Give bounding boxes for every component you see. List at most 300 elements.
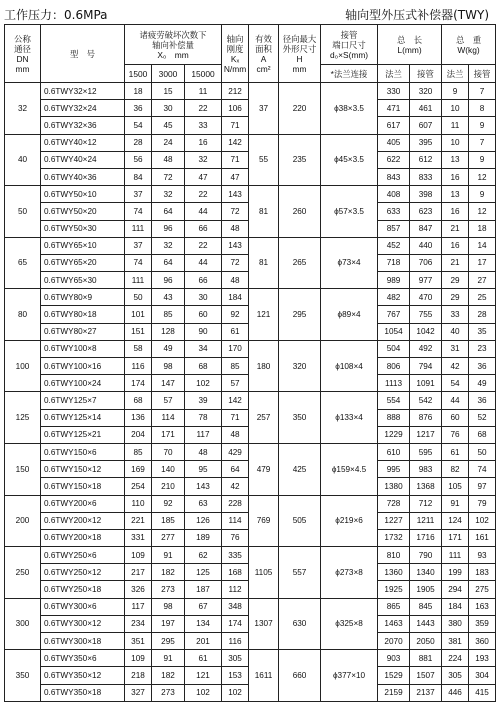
- cell-x-1500: 111: [125, 272, 152, 289]
- cell-x-15000: 16: [185, 134, 222, 151]
- col-model: [41, 25, 125, 83]
- table-row: [5, 547, 496, 564]
- cell-x-15000: 60: [185, 306, 222, 323]
- cell-x-3000: 273: [152, 581, 185, 598]
- cell-x-15000: 90: [185, 323, 222, 340]
- cell-length-flange: 903: [378, 650, 410, 667]
- cell-model: 0.6TWY100×16: [41, 358, 125, 375]
- cell-length-flange: 1227: [378, 512, 410, 529]
- cell-weight-flange: 224: [442, 650, 469, 667]
- cell-weight-pipe: 9: [469, 186, 496, 203]
- cell-length-flange: 622: [378, 151, 410, 168]
- cell-x-1500: 254: [125, 478, 152, 495]
- cell-length-pipe: 595: [410, 443, 442, 460]
- cell-length-flange: 1463: [378, 615, 410, 632]
- cell-x-15000: 30: [185, 289, 222, 306]
- cell-model: 0.6TWY350×18: [41, 684, 125, 701]
- cell-x-15000: 78: [185, 409, 222, 426]
- cell-outer: 235: [279, 134, 321, 186]
- cell-area: 257: [249, 392, 279, 444]
- col-fatigue-3000: 3000: [152, 65, 185, 83]
- col-fatigue-label: 诸疲劳破坏次数下 轴向补偿量 X₀ mm: [139, 29, 207, 60]
- cell-length-pipe: 1340: [410, 564, 442, 581]
- cell-weight-flange: 16: [442, 203, 469, 220]
- cell-outer: 260: [279, 186, 321, 238]
- cell-model: 0.6TWY40×36: [41, 168, 125, 185]
- cell-x-1500: 136: [125, 409, 152, 426]
- cell-x-1500: 351: [125, 633, 152, 650]
- cell-length-pipe: 790: [410, 547, 442, 564]
- cell-length-pipe: 2137: [410, 684, 442, 701]
- cell-stiffness: 61: [222, 323, 249, 340]
- cell-length-flange: 330: [378, 83, 410, 100]
- cell-x-3000: 147: [152, 375, 185, 392]
- cell-model: 0.6TWY200×18: [41, 529, 125, 546]
- cell-x-1500: 84: [125, 168, 152, 185]
- cell-outer: 265: [279, 237, 321, 289]
- cell-x-15000: 189: [185, 529, 222, 546]
- cell-dn: 65: [5, 237, 41, 289]
- cell-x-1500: 37: [125, 186, 152, 203]
- cell-pipe: ϕ325×8: [321, 598, 378, 650]
- cell-length-pipe: 1716: [410, 529, 442, 546]
- cell-weight-pipe: 97: [469, 478, 496, 495]
- cell-x-15000: 121: [185, 667, 222, 684]
- col-dn-label: 公称 通径 DN mm: [14, 33, 31, 74]
- cell-x-15000: 11: [185, 83, 222, 100]
- cell-x-15000: 187: [185, 581, 222, 598]
- col-fatigue: [125, 25, 222, 65]
- cell-length-flange: 1380: [378, 478, 410, 495]
- cell-model: 0.6TWY125×14: [41, 409, 125, 426]
- cell-model: 0.6TWY32×12: [41, 83, 125, 100]
- cell-weight-pipe: 9: [469, 117, 496, 134]
- cell-weight-flange: 44: [442, 392, 469, 409]
- cell-x-1500: 221: [125, 512, 152, 529]
- cell-length-pipe: 440: [410, 237, 442, 254]
- cell-x-15000: 134: [185, 615, 222, 632]
- cell-area: 81: [249, 186, 279, 238]
- cell-x-3000: 182: [152, 564, 185, 581]
- cell-x-1500: 50: [125, 289, 152, 306]
- cell-dn: 80: [5, 289, 41, 341]
- cell-weight-pipe: 163: [469, 598, 496, 615]
- cell-x-1500: 36: [125, 100, 152, 117]
- cell-x-15000: 125: [185, 564, 222, 581]
- cell-x-1500: 326: [125, 581, 152, 598]
- cell-x-1500: 331: [125, 529, 152, 546]
- cell-x-1500: 58: [125, 340, 152, 357]
- cell-outer: 425: [279, 443, 321, 495]
- cell-length-flange: 452: [378, 237, 410, 254]
- cell-model: 0.6TWY65×10: [41, 237, 125, 254]
- cell-length-pipe: 1443: [410, 615, 442, 632]
- cell-x-1500: 151: [125, 323, 152, 340]
- cell-stiffness: 48: [222, 272, 249, 289]
- table-row: [5, 598, 496, 615]
- cell-pipe: ϕ159×4.5: [321, 443, 378, 495]
- cell-area: 769: [249, 495, 279, 547]
- cell-weight-flange: 82: [442, 461, 469, 478]
- cell-weight-flange: 29: [442, 289, 469, 306]
- col-fatigue-1500: 1500: [125, 65, 152, 83]
- cell-x-15000: 117: [185, 426, 222, 443]
- cell-pipe: ϕ219×6: [321, 495, 378, 547]
- cell-x-15000: 44: [185, 254, 222, 271]
- spec-table: [4, 24, 496, 702]
- cell-pipe: ϕ273×8: [321, 547, 378, 599]
- col-length-flange: 法兰: [378, 65, 410, 83]
- cell-area: 1105: [249, 547, 279, 599]
- cell-x-3000: 64: [152, 203, 185, 220]
- cell-length-flange: 408: [378, 186, 410, 203]
- cell-length-flange: 843: [378, 168, 410, 185]
- cell-length-flange: 728: [378, 495, 410, 512]
- col-length-label: 总 长 L(mm): [396, 34, 423, 55]
- cell-x-15000: 44: [185, 203, 222, 220]
- cell-length-pipe: 881: [410, 650, 442, 667]
- cell-model: 0.6TWY100×8: [41, 340, 125, 357]
- cell-area: 81: [249, 237, 279, 289]
- cell-weight-pipe: 359: [469, 615, 496, 632]
- cell-x-3000: 72: [152, 168, 185, 185]
- cell-x-15000: 66: [185, 272, 222, 289]
- cell-stiffness: 335: [222, 547, 249, 564]
- cell-x-3000: 128: [152, 323, 185, 340]
- cell-x-1500: 109: [125, 547, 152, 564]
- cell-area: 37: [249, 83, 279, 135]
- cell-weight-pipe: 12: [469, 203, 496, 220]
- cell-outer: 350: [279, 392, 321, 444]
- cell-weight-flange: 184: [442, 598, 469, 615]
- cell-x-3000: 295: [152, 633, 185, 650]
- cell-outer: 557: [279, 547, 321, 599]
- cell-weight-pipe: 193: [469, 650, 496, 667]
- cell-model: 0.6TWY300×18: [41, 633, 125, 650]
- cell-length-pipe: 847: [410, 220, 442, 237]
- cell-stiffness: 170: [222, 340, 249, 357]
- cell-x-15000: 34: [185, 340, 222, 357]
- table-row: [5, 495, 496, 512]
- cell-length-flange: 767: [378, 306, 410, 323]
- cell-x-15000: 126: [185, 512, 222, 529]
- cell-length-pipe: 612: [410, 151, 442, 168]
- cell-outer: 295: [279, 289, 321, 341]
- cell-x-15000: 66: [185, 220, 222, 237]
- col-weight-flange: 法兰: [442, 65, 469, 83]
- cell-length-flange: 995: [378, 461, 410, 478]
- cell-weight-pipe: 23: [469, 340, 496, 357]
- cell-dn: 350: [5, 650, 41, 702]
- cell-weight-pipe: 17: [469, 254, 496, 271]
- cell-weight-flange: 31: [442, 340, 469, 357]
- cell-x-3000: 49: [152, 340, 185, 357]
- cell-x-15000: 32: [185, 151, 222, 168]
- cell-dn: 32: [5, 83, 41, 135]
- cell-x-15000: 61: [185, 650, 222, 667]
- cell-length-flange: 718: [378, 254, 410, 271]
- cell-outer: 320: [279, 340, 321, 392]
- cell-model: 0.6TWY150×6: [41, 443, 125, 460]
- cell-stiffness: 305: [222, 650, 249, 667]
- cell-length-pipe: 1091: [410, 375, 442, 392]
- cell-length-flange: 806: [378, 358, 410, 375]
- cell-length-flange: 1360: [378, 564, 410, 581]
- cell-x-3000: 197: [152, 615, 185, 632]
- cell-stiffness: 71: [222, 117, 249, 134]
- col-outer-label: 径向最大 外形尺寸 H mm: [282, 33, 317, 74]
- table-body: [5, 83, 496, 702]
- cell-length-pipe: 983: [410, 461, 442, 478]
- cell-x-1500: 174: [125, 375, 152, 392]
- cell-length-flange: 504: [378, 340, 410, 357]
- cell-weight-pipe: 7: [469, 83, 496, 100]
- table-row: [5, 134, 496, 151]
- cell-x-3000: 32: [152, 186, 185, 203]
- cell-model: 0.6TWY40×12: [41, 134, 125, 151]
- cell-model: 0.6TWY65×20: [41, 254, 125, 271]
- cell-x-1500: 56: [125, 151, 152, 168]
- cell-model: 0.6TWY100×24: [41, 375, 125, 392]
- cell-x-15000: 47: [185, 168, 222, 185]
- cell-weight-flange: 124: [442, 512, 469, 529]
- cell-x-3000: 91: [152, 650, 185, 667]
- cell-x-1500: 217: [125, 564, 152, 581]
- cell-stiffness: 429: [222, 443, 249, 460]
- cell-weight-pipe: 8: [469, 100, 496, 117]
- sheet-header: [4, 4, 493, 24]
- cell-weight-flange: 16: [442, 237, 469, 254]
- cell-stiffness: 48: [222, 220, 249, 237]
- cell-length-pipe: 607: [410, 117, 442, 134]
- cell-length-flange: 888: [378, 409, 410, 426]
- cell-stiffness: 184: [222, 289, 249, 306]
- cell-stiffness: 114: [222, 512, 249, 529]
- cell-length-flange: 1229: [378, 426, 410, 443]
- cell-length-pipe: 623: [410, 203, 442, 220]
- cell-length-pipe: 542: [410, 392, 442, 409]
- working-pressure-label: 工作压力：0.6MPa: [4, 7, 108, 22]
- cell-length-pipe: 1905: [410, 581, 442, 598]
- cell-model: 0.6TWY32×24: [41, 100, 125, 117]
- cell-length-pipe: 833: [410, 168, 442, 185]
- cell-x-1500: 169: [125, 461, 152, 478]
- table-header: [5, 25, 496, 83]
- cell-pipe: ϕ377×10: [321, 650, 378, 702]
- cell-length-pipe: 461: [410, 100, 442, 117]
- col-pipe-flange-note: *法兰连接: [321, 65, 378, 83]
- cell-x-3000: 45: [152, 117, 185, 134]
- cell-stiffness: 57: [222, 375, 249, 392]
- cell-area: 1611: [249, 650, 279, 702]
- cell-model: 0.6TWY80×18: [41, 306, 125, 323]
- cell-dn: 300: [5, 598, 41, 650]
- cell-weight-flange: 76: [442, 426, 469, 443]
- table-row: [5, 650, 496, 667]
- cell-length-flange: 1925: [378, 581, 410, 598]
- cell-weight-flange: 381: [442, 633, 469, 650]
- cell-pipe: ϕ73×4: [321, 237, 378, 289]
- cell-stiffness: 116: [222, 633, 249, 650]
- col-length-pipe: 接管: [410, 65, 442, 83]
- cell-x-3000: 92: [152, 495, 185, 512]
- cell-area: 180: [249, 340, 279, 392]
- cell-weight-flange: 16: [442, 168, 469, 185]
- cell-weight-flange: 111: [442, 547, 469, 564]
- cell-x-1500: 110: [125, 495, 152, 512]
- cell-length-flange: 857: [378, 220, 410, 237]
- cell-x-1500: 28: [125, 134, 152, 151]
- cell-weight-pipe: 18: [469, 220, 496, 237]
- cell-x-3000: 171: [152, 426, 185, 443]
- cell-x-3000: 273: [152, 684, 185, 701]
- cell-x-1500: 101: [125, 306, 152, 323]
- cell-x-3000: 30: [152, 100, 185, 117]
- cell-x-1500: 85: [125, 443, 152, 460]
- cell-weight-pipe: 36: [469, 358, 496, 375]
- cell-x-3000: 48: [152, 151, 185, 168]
- product-title: 轴向型外压式补偿器(TWY): [345, 7, 489, 22]
- col-dn: [5, 25, 41, 83]
- cell-weight-flange: 54: [442, 375, 469, 392]
- cell-model: 0.6TWY200×12: [41, 512, 125, 529]
- cell-model: 0.6TWY80×27: [41, 323, 125, 340]
- cell-length-flange: 1113: [378, 375, 410, 392]
- cell-weight-flange: 29: [442, 272, 469, 289]
- cell-stiffness: 142: [222, 134, 249, 151]
- cell-model: 0.6TWY150×12: [41, 461, 125, 478]
- cell-weight-pipe: 12: [469, 168, 496, 185]
- cell-stiffness: 174: [222, 615, 249, 632]
- col-model-label: 型 号: [69, 48, 96, 59]
- cell-x-3000: 182: [152, 667, 185, 684]
- cell-model: 0.6TWY200×6: [41, 495, 125, 512]
- cell-length-flange: 2159: [378, 684, 410, 701]
- cell-stiffness: 168: [222, 564, 249, 581]
- cell-length-flange: 617: [378, 117, 410, 134]
- cell-x-3000: 43: [152, 289, 185, 306]
- cell-x-15000: 95: [185, 461, 222, 478]
- cell-pipe: ϕ133×4: [321, 392, 378, 444]
- cell-model: 0.6TWY32×36: [41, 117, 125, 134]
- cell-area: 121: [249, 289, 279, 341]
- cell-dn: 40: [5, 134, 41, 186]
- cell-stiffness: 142: [222, 392, 249, 409]
- cell-weight-pipe: 50: [469, 443, 496, 460]
- cell-model: 0.6TWY125×21: [41, 426, 125, 443]
- cell-x-3000: 85: [152, 306, 185, 323]
- cell-length-flange: 1732: [378, 529, 410, 546]
- cell-stiffness: 47: [222, 168, 249, 185]
- cell-pipe: ϕ57×3.5: [321, 186, 378, 238]
- cell-outer: 220: [279, 83, 321, 135]
- col-area: [249, 25, 279, 83]
- cell-weight-flange: 11: [442, 117, 469, 134]
- cell-length-pipe: 1368: [410, 478, 442, 495]
- col-weight: [442, 25, 496, 65]
- col-weight-label: 总 重 W(kg): [455, 34, 482, 55]
- cell-x-3000: 64: [152, 254, 185, 271]
- cell-weight-flange: 33: [442, 306, 469, 323]
- cell-weight-flange: 10: [442, 100, 469, 117]
- cell-weight-flange: 13: [442, 186, 469, 203]
- cell-x-3000: 96: [152, 220, 185, 237]
- cell-x-3000: 140: [152, 461, 185, 478]
- cell-weight-pipe: 27: [469, 272, 496, 289]
- cell-x-15000: 39: [185, 392, 222, 409]
- cell-x-3000: 277: [152, 529, 185, 546]
- table-row: [5, 443, 496, 460]
- cell-model: 0.6TWY350×6: [41, 650, 125, 667]
- cell-weight-flange: 13: [442, 151, 469, 168]
- cell-weight-flange: 42: [442, 358, 469, 375]
- cell-stiffness: 76: [222, 529, 249, 546]
- cell-length-flange: 1529: [378, 667, 410, 684]
- cell-length-pipe: 395: [410, 134, 442, 151]
- cell-x-1500: 54: [125, 117, 152, 134]
- cell-pipe: ϕ38×3.5: [321, 83, 378, 135]
- cell-weight-flange: 60: [442, 409, 469, 426]
- cell-outer: 660: [279, 650, 321, 702]
- cell-length-flange: 633: [378, 203, 410, 220]
- cell-weight-pipe: 183: [469, 564, 496, 581]
- cell-x-3000: 98: [152, 598, 185, 615]
- cell-length-flange: 405: [378, 134, 410, 151]
- table-row: [5, 340, 496, 357]
- cell-length-pipe: 1211: [410, 512, 442, 529]
- cell-stiffness: 143: [222, 237, 249, 254]
- cell-stiffness: 71: [222, 409, 249, 426]
- cell-dn: 150: [5, 443, 41, 495]
- cell-x-15000: 68: [185, 358, 222, 375]
- table-row: [5, 237, 496, 254]
- cell-length-pipe: 876: [410, 409, 442, 426]
- cell-x-1500: 74: [125, 203, 152, 220]
- cell-x-3000: 98: [152, 358, 185, 375]
- cell-model: 0.6TWY150×18: [41, 478, 125, 495]
- cell-x-3000: 114: [152, 409, 185, 426]
- cell-dn: 100: [5, 340, 41, 392]
- cell-area: 1307: [249, 598, 279, 650]
- cell-weight-flange: 171: [442, 529, 469, 546]
- cell-weight-pipe: 360: [469, 633, 496, 650]
- cell-length-pipe: 470: [410, 289, 442, 306]
- table-row: [5, 186, 496, 203]
- cell-weight-pipe: 28: [469, 306, 496, 323]
- cell-x-15000: 143: [185, 478, 222, 495]
- cell-x-1500: 116: [125, 358, 152, 375]
- cell-model: 0.6TWY250×6: [41, 547, 125, 564]
- cell-dn: 125: [5, 392, 41, 444]
- cell-weight-pipe: 79: [469, 495, 496, 512]
- cell-x-1500: 327: [125, 684, 152, 701]
- cell-stiffness: 48: [222, 426, 249, 443]
- cell-x-15000: 102: [185, 684, 222, 701]
- cell-x-15000: 63: [185, 495, 222, 512]
- cell-stiffness: 153: [222, 667, 249, 684]
- cell-weight-flange: 21: [442, 254, 469, 271]
- cell-x-15000: 22: [185, 186, 222, 203]
- cell-length-flange: 989: [378, 272, 410, 289]
- cell-weight-flange: 10: [442, 134, 469, 151]
- cell-x-1500: 234: [125, 615, 152, 632]
- cell-length-flange: 471: [378, 100, 410, 117]
- cell-weight-pipe: 7: [469, 134, 496, 151]
- cell-length-pipe: 1217: [410, 426, 442, 443]
- cell-x-15000: 33: [185, 117, 222, 134]
- cell-model: 0.6TWY125×7: [41, 392, 125, 409]
- cell-stiffness: 72: [222, 254, 249, 271]
